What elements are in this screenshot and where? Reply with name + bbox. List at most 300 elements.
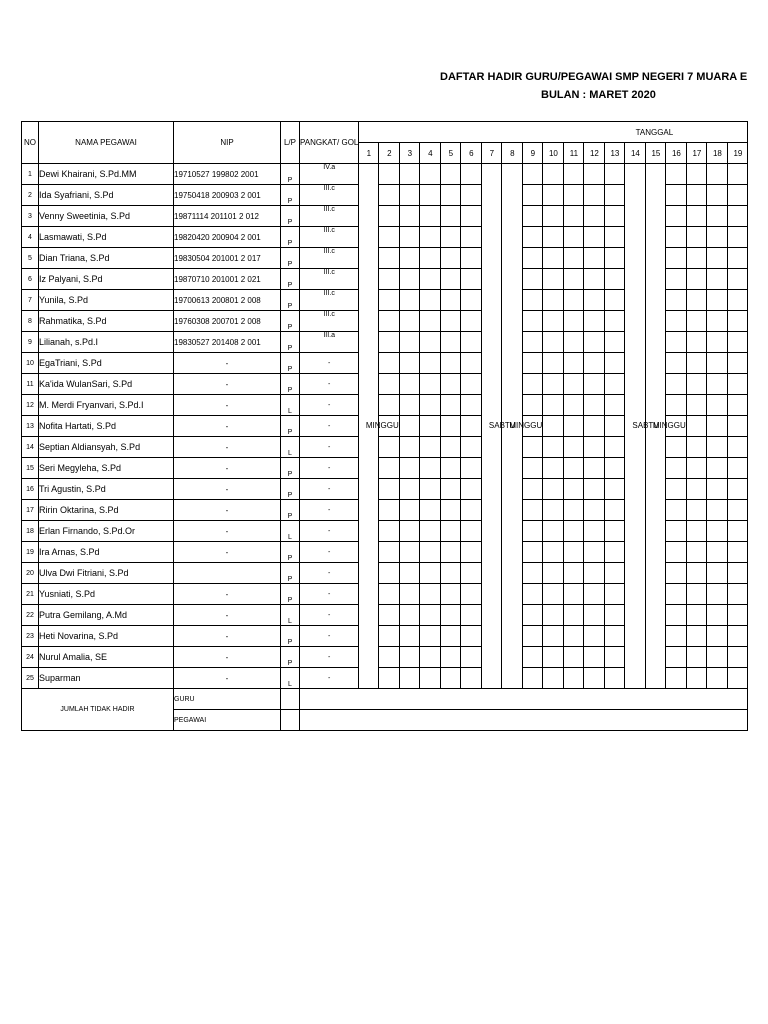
attendance-cell[interactable] [461, 668, 482, 689]
attendance-cell[interactable] [564, 521, 584, 542]
attendance-cell[interactable] [461, 584, 482, 605]
attendance-cell[interactable] [666, 458, 687, 479]
attendance-cell[interactable] [728, 416, 748, 437]
attendance-cell[interactable] [584, 668, 605, 689]
attendance-cell[interactable] [584, 311, 605, 332]
attendance-cell[interactable] [420, 479, 441, 500]
attendance-cell[interactable] [441, 227, 461, 248]
attendance-cell[interactable] [666, 668, 687, 689]
attendance-cell[interactable] [584, 437, 605, 458]
attendance-cell[interactable] [441, 395, 461, 416]
attendance-cell[interactable] [523, 332, 543, 353]
attendance-cell[interactable] [441, 563, 461, 584]
attendance-cell[interactable] [461, 206, 482, 227]
attendance-cell[interactable] [728, 353, 748, 374]
attendance-cell[interactable] [441, 164, 461, 185]
attendance-cell[interactable] [420, 395, 441, 416]
attendance-cell[interactable] [707, 479, 728, 500]
attendance-cell[interactable] [707, 563, 728, 584]
attendance-cell[interactable] [400, 563, 420, 584]
attendance-cell[interactable] [523, 563, 543, 584]
attendance-cell[interactable] [543, 374, 564, 395]
attendance-cell[interactable] [707, 500, 728, 521]
attendance-cell[interactable] [400, 626, 420, 647]
attendance-cell[interactable] [584, 332, 605, 353]
attendance-cell[interactable] [400, 311, 420, 332]
attendance-cell[interactable] [379, 206, 400, 227]
attendance-cell[interactable] [666, 269, 687, 290]
attendance-cell[interactable] [379, 269, 400, 290]
attendance-cell[interactable] [687, 437, 707, 458]
attendance-cell[interactable] [666, 500, 687, 521]
attendance-cell[interactable] [707, 164, 728, 185]
attendance-cell[interactable] [461, 353, 482, 374]
attendance-cell[interactable] [687, 626, 707, 647]
attendance-cell[interactable] [564, 416, 584, 437]
attendance-cell[interactable] [543, 500, 564, 521]
attendance-cell[interactable] [400, 353, 420, 374]
attendance-cell[interactable] [379, 185, 400, 206]
attendance-cell[interactable] [461, 437, 482, 458]
attendance-cell[interactable] [666, 374, 687, 395]
attendance-cell[interactable] [543, 248, 564, 269]
attendance-cell[interactable] [400, 584, 420, 605]
attendance-cell[interactable] [420, 416, 441, 437]
attendance-cell[interactable] [687, 206, 707, 227]
attendance-cell[interactable] [543, 626, 564, 647]
attendance-cell[interactable] [523, 437, 543, 458]
attendance-cell[interactable] [379, 248, 400, 269]
attendance-cell[interactable] [728, 311, 748, 332]
attendance-cell[interactable] [523, 479, 543, 500]
attendance-cell[interactable] [400, 374, 420, 395]
attendance-cell[interactable] [605, 479, 625, 500]
attendance-cell[interactable] [523, 458, 543, 479]
attendance-cell[interactable] [420, 248, 441, 269]
attendance-cell[interactable] [605, 437, 625, 458]
attendance-cell[interactable] [379, 395, 400, 416]
attendance-cell[interactable] [441, 542, 461, 563]
attendance-cell[interactable] [666, 227, 687, 248]
attendance-cell[interactable] [543, 563, 564, 584]
attendance-cell[interactable] [605, 500, 625, 521]
attendance-cell[interactable] [379, 164, 400, 185]
attendance-cell[interactable] [564, 164, 584, 185]
attendance-cell[interactable] [461, 164, 482, 185]
attendance-cell[interactable] [707, 374, 728, 395]
attendance-cell[interactable] [707, 647, 728, 668]
attendance-cell[interactable] [400, 164, 420, 185]
attendance-cell[interactable] [584, 269, 605, 290]
attendance-cell[interactable] [687, 668, 707, 689]
attendance-cell[interactable] [400, 542, 420, 563]
attendance-cell[interactable] [564, 206, 584, 227]
attendance-cell[interactable] [687, 332, 707, 353]
attendance-cell[interactable] [687, 542, 707, 563]
attendance-cell[interactable] [707, 185, 728, 206]
attendance-cell[interactable] [543, 458, 564, 479]
attendance-cell[interactable] [687, 290, 707, 311]
attendance-cell[interactable] [728, 521, 748, 542]
attendance-cell[interactable] [707, 626, 728, 647]
attendance-cell[interactable] [564, 458, 584, 479]
attendance-cell[interactable] [379, 458, 400, 479]
attendance-cell[interactable] [461, 290, 482, 311]
attendance-cell[interactable] [400, 458, 420, 479]
attendance-cell[interactable] [584, 185, 605, 206]
attendance-cell[interactable] [728, 584, 748, 605]
attendance-cell[interactable] [441, 458, 461, 479]
attendance-cell[interactable] [400, 479, 420, 500]
attendance-cell[interactable] [564, 290, 584, 311]
attendance-cell[interactable] [728, 437, 748, 458]
attendance-cell[interactable] [666, 563, 687, 584]
attendance-cell[interactable] [666, 605, 687, 626]
attendance-cell[interactable] [584, 416, 605, 437]
attendance-cell[interactable] [666, 332, 687, 353]
attendance-cell[interactable] [728, 248, 748, 269]
attendance-cell[interactable] [420, 605, 441, 626]
attendance-cell[interactable] [605, 374, 625, 395]
attendance-cell[interactable] [605, 290, 625, 311]
attendance-cell[interactable] [379, 500, 400, 521]
attendance-cell[interactable] [441, 521, 461, 542]
attendance-cell[interactable] [523, 605, 543, 626]
attendance-cell[interactable] [687, 164, 707, 185]
attendance-cell[interactable] [707, 332, 728, 353]
attendance-cell[interactable] [707, 206, 728, 227]
attendance-cell[interactable] [707, 269, 728, 290]
attendance-cell[interactable] [543, 353, 564, 374]
attendance-cell[interactable] [543, 206, 564, 227]
attendance-cell[interactable] [523, 395, 543, 416]
attendance-cell[interactable] [523, 164, 543, 185]
attendance-cell[interactable] [687, 248, 707, 269]
attendance-cell[interactable] [666, 584, 687, 605]
attendance-cell[interactable] [420, 542, 441, 563]
attendance-cell[interactable] [441, 668, 461, 689]
attendance-cell[interactable] [420, 626, 441, 647]
attendance-cell[interactable] [461, 647, 482, 668]
attendance-cell[interactable] [707, 458, 728, 479]
attendance-cell[interactable] [400, 416, 420, 437]
attendance-cell[interactable] [543, 311, 564, 332]
attendance-cell[interactable] [400, 227, 420, 248]
attendance-cell[interactable] [461, 311, 482, 332]
attendance-cell[interactable] [461, 416, 482, 437]
attendance-cell[interactable] [728, 395, 748, 416]
attendance-cell[interactable] [441, 290, 461, 311]
attendance-cell[interactable] [420, 269, 441, 290]
attendance-cell[interactable] [564, 353, 584, 374]
attendance-cell[interactable] [441, 311, 461, 332]
attendance-cell[interactable] [687, 563, 707, 584]
attendance-cell[interactable] [523, 248, 543, 269]
attendance-cell[interactable] [605, 647, 625, 668]
attendance-cell[interactable] [584, 290, 605, 311]
attendance-cell[interactable] [564, 605, 584, 626]
attendance-cell[interactable] [400, 248, 420, 269]
attendance-cell[interactable] [605, 584, 625, 605]
attendance-cell[interactable] [564, 248, 584, 269]
attendance-cell[interactable] [666, 437, 687, 458]
attendance-cell[interactable] [707, 437, 728, 458]
attendance-cell[interactable] [707, 311, 728, 332]
attendance-cell[interactable] [400, 332, 420, 353]
attendance-cell[interactable] [461, 563, 482, 584]
attendance-cell[interactable] [564, 269, 584, 290]
attendance-cell[interactable] [461, 269, 482, 290]
attendance-cell[interactable] [400, 185, 420, 206]
attendance-cell[interactable] [523, 227, 543, 248]
attendance-cell[interactable] [400, 206, 420, 227]
attendance-cell[interactable] [687, 185, 707, 206]
attendance-cell[interactable] [461, 458, 482, 479]
attendance-cell[interactable] [461, 227, 482, 248]
attendance-cell[interactable] [441, 479, 461, 500]
attendance-cell[interactable] [564, 437, 584, 458]
attendance-cell[interactable] [666, 626, 687, 647]
attendance-cell[interactable] [584, 584, 605, 605]
attendance-cell[interactable] [584, 500, 605, 521]
attendance-cell[interactable] [707, 668, 728, 689]
attendance-cell[interactable] [420, 584, 441, 605]
attendance-cell[interactable] [420, 374, 441, 395]
attendance-cell[interactable] [441, 647, 461, 668]
attendance-cell[interactable] [523, 668, 543, 689]
attendance-cell[interactable] [461, 521, 482, 542]
attendance-cell[interactable] [523, 185, 543, 206]
attendance-cell[interactable] [687, 605, 707, 626]
attendance-cell[interactable] [441, 248, 461, 269]
attendance-cell[interactable] [707, 353, 728, 374]
attendance-cell[interactable] [728, 227, 748, 248]
attendance-cell[interactable] [400, 647, 420, 668]
attendance-cell[interactable] [564, 647, 584, 668]
attendance-cell[interactable] [605, 332, 625, 353]
attendance-cell[interactable] [666, 164, 687, 185]
attendance-cell[interactable] [687, 584, 707, 605]
attendance-cell[interactable] [441, 269, 461, 290]
attendance-cell[interactable] [564, 542, 584, 563]
attendance-cell[interactable] [687, 416, 707, 437]
attendance-cell[interactable] [543, 332, 564, 353]
attendance-cell[interactable] [543, 479, 564, 500]
attendance-cell[interactable] [461, 479, 482, 500]
attendance-cell[interactable] [523, 269, 543, 290]
attendance-cell[interactable] [707, 521, 728, 542]
attendance-cell[interactable] [584, 458, 605, 479]
attendance-cell[interactable] [605, 416, 625, 437]
attendance-cell[interactable] [523, 647, 543, 668]
attendance-cell[interactable] [441, 185, 461, 206]
attendance-cell[interactable] [687, 521, 707, 542]
attendance-cell[interactable] [461, 374, 482, 395]
attendance-cell[interactable] [687, 227, 707, 248]
attendance-cell[interactable] [687, 647, 707, 668]
attendance-cell[interactable] [420, 206, 441, 227]
attendance-cell[interactable] [543, 647, 564, 668]
attendance-cell[interactable] [420, 668, 441, 689]
attendance-cell[interactable] [605, 353, 625, 374]
attendance-cell[interactable] [523, 542, 543, 563]
attendance-cell[interactable] [666, 479, 687, 500]
attendance-cell[interactable] [564, 500, 584, 521]
attendance-cell[interactable] [461, 185, 482, 206]
attendance-cell[interactable] [728, 290, 748, 311]
attendance-cell[interactable] [379, 563, 400, 584]
attendance-cell[interactable] [728, 500, 748, 521]
attendance-cell[interactable] [543, 290, 564, 311]
attendance-cell[interactable] [707, 395, 728, 416]
attendance-cell[interactable] [728, 542, 748, 563]
attendance-cell[interactable] [564, 311, 584, 332]
attendance-cell[interactable] [687, 269, 707, 290]
attendance-cell[interactable] [461, 626, 482, 647]
attendance-cell[interactable] [420, 311, 441, 332]
attendance-cell[interactable] [605, 521, 625, 542]
attendance-cell[interactable] [461, 605, 482, 626]
attendance-cell[interactable] [420, 290, 441, 311]
attendance-cell[interactable] [543, 584, 564, 605]
attendance-cell[interactable] [687, 500, 707, 521]
attendance-cell[interactable] [584, 479, 605, 500]
attendance-cell[interactable] [379, 290, 400, 311]
attendance-cell[interactable] [687, 395, 707, 416]
attendance-cell[interactable] [605, 248, 625, 269]
attendance-cell[interactable] [543, 668, 564, 689]
attendance-cell[interactable] [605, 626, 625, 647]
attendance-cell[interactable] [400, 269, 420, 290]
attendance-cell[interactable] [666, 311, 687, 332]
attendance-cell[interactable] [379, 479, 400, 500]
attendance-cell[interactable] [687, 311, 707, 332]
attendance-cell[interactable] [420, 563, 441, 584]
attendance-cell[interactable] [543, 605, 564, 626]
attendance-cell[interactable] [564, 332, 584, 353]
attendance-cell[interactable] [400, 605, 420, 626]
attendance-cell[interactable] [687, 458, 707, 479]
attendance-cell[interactable] [728, 164, 748, 185]
attendance-cell[interactable] [584, 395, 605, 416]
attendance-cell[interactable] [564, 185, 584, 206]
attendance-cell[interactable] [564, 227, 584, 248]
attendance-cell[interactable] [379, 542, 400, 563]
attendance-cell[interactable] [564, 584, 584, 605]
attendance-cell[interactable] [441, 437, 461, 458]
attendance-cell[interactable] [379, 437, 400, 458]
attendance-cell[interactable] [400, 437, 420, 458]
attendance-cell[interactable] [605, 563, 625, 584]
attendance-cell[interactable] [605, 311, 625, 332]
attendance-cell[interactable] [441, 332, 461, 353]
attendance-cell[interactable] [461, 500, 482, 521]
attendance-cell[interactable] [707, 290, 728, 311]
attendance-cell[interactable] [420, 227, 441, 248]
attendance-cell[interactable] [441, 416, 461, 437]
attendance-cell[interactable] [441, 584, 461, 605]
attendance-cell[interactable] [379, 605, 400, 626]
attendance-cell[interactable] [420, 500, 441, 521]
attendance-cell[interactable] [728, 563, 748, 584]
attendance-cell[interactable] [543, 437, 564, 458]
attendance-cell[interactable] [543, 185, 564, 206]
attendance-cell[interactable] [687, 479, 707, 500]
attendance-cell[interactable] [666, 521, 687, 542]
attendance-cell[interactable] [605, 227, 625, 248]
attendance-cell[interactable] [400, 395, 420, 416]
attendance-cell[interactable] [728, 668, 748, 689]
attendance-cell[interactable] [564, 395, 584, 416]
attendance-cell[interactable] [584, 647, 605, 668]
attendance-cell[interactable] [543, 542, 564, 563]
attendance-cell[interactable] [523, 521, 543, 542]
attendance-cell[interactable] [400, 521, 420, 542]
attendance-cell[interactable] [605, 458, 625, 479]
attendance-cell[interactable] [441, 500, 461, 521]
attendance-cell[interactable] [420, 647, 441, 668]
attendance-cell[interactable] [666, 248, 687, 269]
attendance-cell[interactable] [707, 542, 728, 563]
attendance-cell[interactable] [707, 227, 728, 248]
attendance-cell[interactable] [728, 647, 748, 668]
attendance-cell[interactable] [687, 353, 707, 374]
attendance-cell[interactable] [564, 374, 584, 395]
attendance-cell[interactable] [420, 185, 441, 206]
attendance-cell[interactable] [523, 500, 543, 521]
attendance-cell[interactable] [400, 668, 420, 689]
attendance-cell[interactable] [584, 374, 605, 395]
attendance-cell[interactable] [379, 332, 400, 353]
attendance-cell[interactable] [379, 668, 400, 689]
attendance-cell[interactable] [379, 353, 400, 374]
attendance-cell[interactable] [420, 458, 441, 479]
attendance-cell[interactable] [543, 227, 564, 248]
attendance-cell[interactable] [728, 269, 748, 290]
attendance-cell[interactable] [605, 269, 625, 290]
attendance-cell[interactable] [584, 521, 605, 542]
attendance-cell[interactable] [379, 227, 400, 248]
attendance-cell[interactable] [666, 395, 687, 416]
attendance-cell[interactable] [584, 605, 605, 626]
attendance-cell[interactable] [728, 185, 748, 206]
attendance-cell[interactable] [523, 311, 543, 332]
attendance-cell[interactable] [543, 521, 564, 542]
attendance-cell[interactable] [420, 521, 441, 542]
attendance-cell[interactable] [605, 164, 625, 185]
attendance-cell[interactable] [584, 563, 605, 584]
attendance-cell[interactable] [523, 626, 543, 647]
attendance-cell[interactable] [379, 626, 400, 647]
attendance-cell[interactable] [666, 290, 687, 311]
attendance-cell[interactable] [461, 542, 482, 563]
attendance-cell[interactable] [543, 164, 564, 185]
attendance-cell[interactable] [564, 626, 584, 647]
attendance-cell[interactable] [523, 353, 543, 374]
attendance-cell[interactable] [523, 374, 543, 395]
attendance-cell[interactable] [461, 248, 482, 269]
attendance-cell[interactable] [420, 332, 441, 353]
attendance-cell[interactable] [461, 395, 482, 416]
attendance-cell[interactable] [523, 584, 543, 605]
attendance-cell[interactable] [584, 206, 605, 227]
attendance-cell[interactable] [379, 374, 400, 395]
attendance-cell[interactable] [728, 479, 748, 500]
attendance-cell[interactable] [564, 563, 584, 584]
attendance-cell[interactable] [584, 227, 605, 248]
attendance-cell[interactable] [605, 206, 625, 227]
attendance-cell[interactable] [728, 332, 748, 353]
